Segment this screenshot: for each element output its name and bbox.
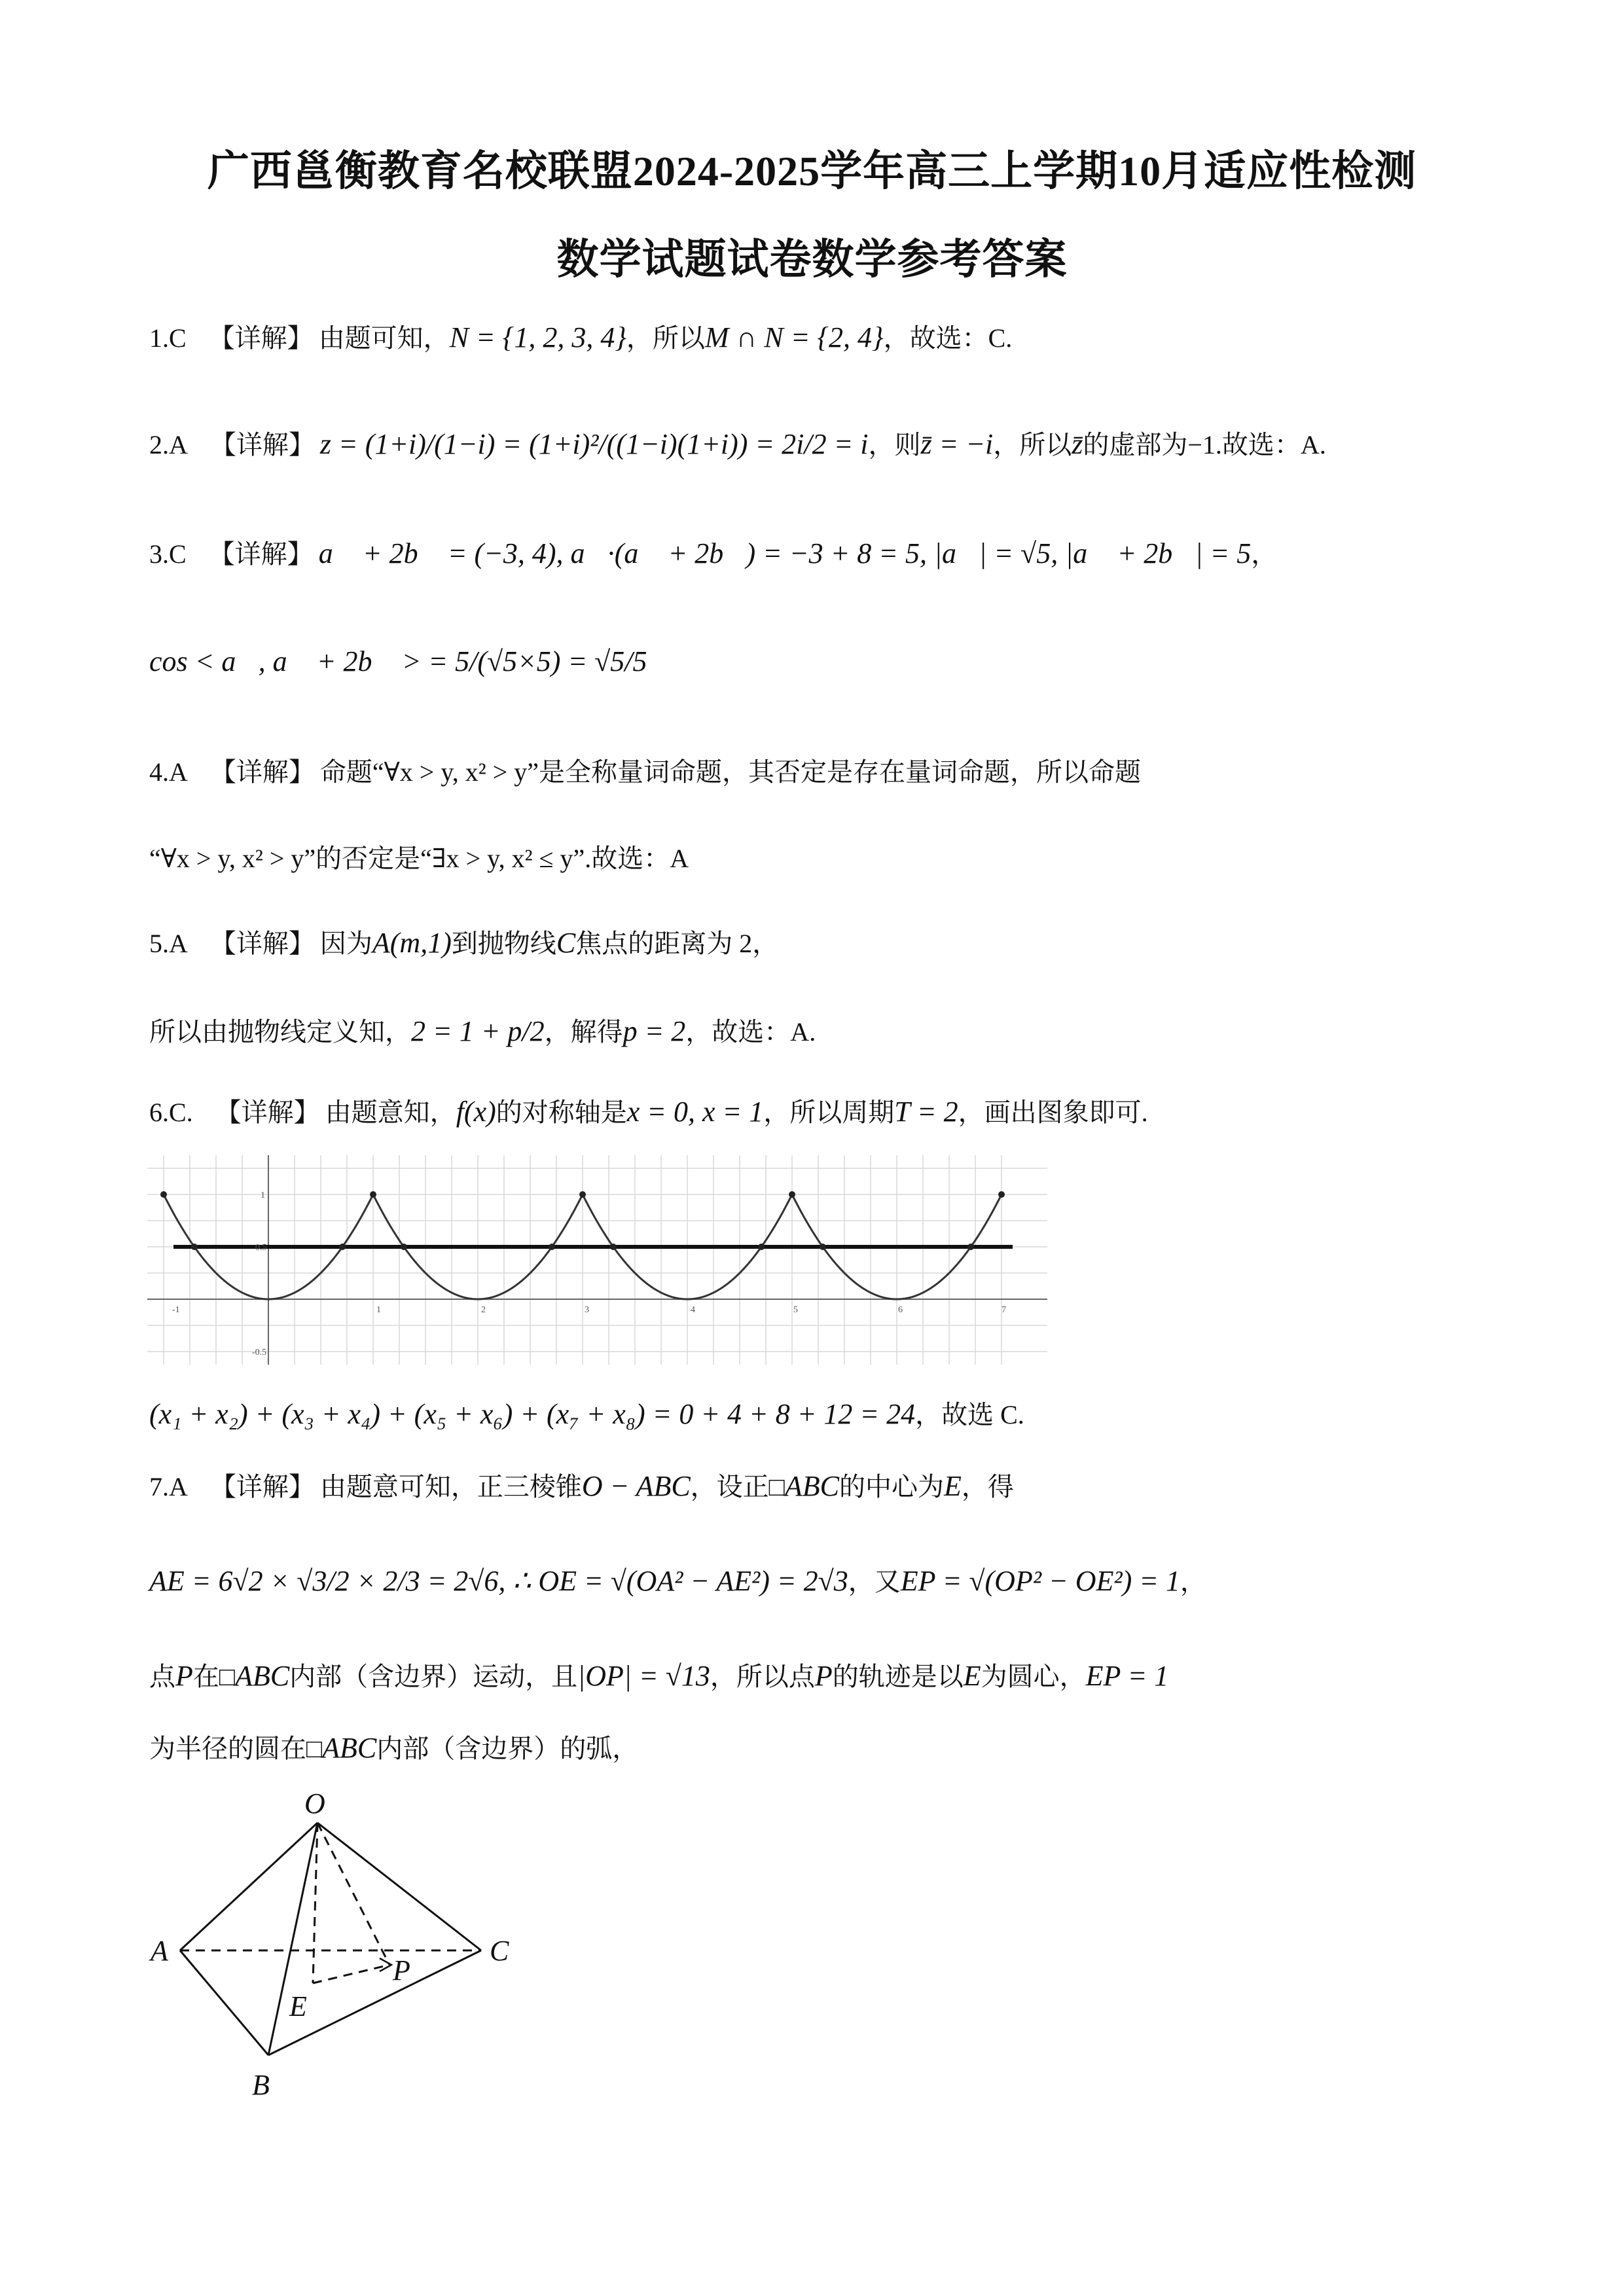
answer-text: 在□ xyxy=(192,1662,236,1691)
answer-text: 的对称轴是 xyxy=(496,1098,627,1127)
title-line-1: 广西邕衡教育名校联盟2024-2025学年高三上学期10月适应性检测 xyxy=(207,148,1417,194)
answer-2 xyxy=(149,424,1326,461)
y-tick-label: 1 xyxy=(261,1191,265,1200)
math-expr: z̄ = −i xyxy=(920,428,994,460)
answer-text: ，则 xyxy=(868,430,921,459)
math-expr: ABC xyxy=(784,1470,839,1502)
answer-text: ， xyxy=(1251,539,1278,569)
math-expr: a⃗ + 2b⃗ = (−3, 4), a⃗·(a⃗ + 2b⃗) = −3 + 8 = 5, |a⃗| = √5, |a⃗ + 2b⃗| = 5 xyxy=(318,537,1252,569)
answer-text: ，故选 C. xyxy=(915,1400,1024,1429)
math-expr: (x₁ + x₂) + (x₃ + x₄) + (x₅ + x₆) + (x₇ + x₈) = 0 + 4 + 8 + 12 = 24 xyxy=(149,1398,916,1430)
answer-number: 4.A xyxy=(149,757,188,787)
math-expr: x = 0, x = 1 xyxy=(626,1096,764,1128)
vertex-label-o: O xyxy=(304,1793,325,1820)
curve-point xyxy=(610,1244,617,1250)
curve-point xyxy=(789,1191,795,1198)
answer-text: 为圆心， xyxy=(981,1662,1086,1691)
answer-6-cont xyxy=(149,1394,1024,1431)
x-tick-label: 5 xyxy=(793,1305,798,1315)
curve-point xyxy=(549,1244,555,1250)
math-expr: E xyxy=(963,1660,981,1692)
answer-text: 内部（含边界）运动，且 xyxy=(289,1662,578,1691)
x-tick-label: 6 xyxy=(898,1305,903,1315)
answer-text: 的虚部为−1.故选：A. xyxy=(1083,430,1326,459)
answer-7 xyxy=(149,1466,1014,1503)
answer-7-cont-2 xyxy=(149,1656,1168,1693)
answer-3 xyxy=(149,533,1277,571)
answer-text: 命题“∀x > y, x² > y”是全称量词命题，其否定是存在量词命题，所以命题 xyxy=(319,757,1142,787)
math-expr: z = (1+i)/(1−i) = (1+i)²/((1−i)(1+i)) = 2i/2 = i xyxy=(319,428,869,460)
answer-text: 所以由抛物线定义知， xyxy=(149,1017,411,1047)
math-expr: ABC xyxy=(235,1660,290,1692)
x-tick-label: 1 xyxy=(376,1305,381,1315)
title-line-2: 数学试题试卷数学参考答案 xyxy=(556,236,1068,283)
vertex-label-b: B xyxy=(252,2069,270,2101)
point-label-p: P xyxy=(393,1954,410,1986)
math-expr: T = 2 xyxy=(894,1096,958,1128)
answer-text: 的轨迹是以 xyxy=(832,1662,964,1691)
answer-text: 为半径的圆在□ xyxy=(149,1734,323,1763)
answer-text: ，所以周期 xyxy=(763,1098,895,1127)
answer-text: ，设正□ xyxy=(690,1472,785,1501)
answer-number: 7.A xyxy=(149,1472,188,1501)
answer-text: ， xyxy=(1180,1567,1206,1596)
answer-7-cont-3 xyxy=(149,1728,638,1765)
curve-point xyxy=(370,1191,376,1198)
answer-text: ，得 xyxy=(961,1472,1014,1501)
math-expr: ABC xyxy=(322,1732,377,1764)
answer-text: ，画出图象即可. xyxy=(958,1098,1148,1127)
math-expr: AE = 6√2 × √3/2 × 2/3 = 2√6, ∴ OE = √(OA² − AE²) = 2√3 xyxy=(149,1565,848,1597)
y-tick-label: 0.5 xyxy=(255,1243,267,1253)
answer-4 xyxy=(149,751,1141,789)
math-expr: 2 = 1 + p/2 xyxy=(411,1015,545,1047)
math-expr: EP = √(OP² − OE²) = 1 xyxy=(900,1565,1180,1597)
vertex-label-c: C xyxy=(490,1935,509,1967)
curve-point xyxy=(820,1244,826,1250)
answer-text: 由题可知， xyxy=(318,323,450,353)
math-expr: EP = 1 xyxy=(1085,1660,1169,1692)
detail-tag: 【详解】 xyxy=(208,323,314,353)
answer-text: ，故选：A. xyxy=(685,1017,816,1047)
answer-3-cont xyxy=(149,645,647,678)
math-expr: z̄ xyxy=(1072,428,1083,460)
answer-text: ，故选：C. xyxy=(883,323,1013,353)
curve-point xyxy=(758,1244,765,1250)
detail-tag: 【详解】 xyxy=(209,929,315,958)
curve-point xyxy=(967,1244,974,1250)
answer-text: ，所以点 xyxy=(710,1662,815,1691)
math-expr: p = 2 xyxy=(623,1015,686,1047)
answer-text: 因为 xyxy=(319,929,372,958)
answer-text: ，所以 xyxy=(626,323,705,353)
curve-point xyxy=(339,1244,346,1250)
answer-text: 由题意知， xyxy=(325,1098,456,1127)
math-expr: P xyxy=(814,1660,833,1692)
math-expr: A(m,1) xyxy=(372,927,452,959)
answer-text: 内部（含边界）的弧， xyxy=(376,1734,639,1763)
x-tick-label: 7 xyxy=(1001,1305,1006,1315)
answer-text: ，解得 xyxy=(544,1017,623,1047)
answer-text: 点 xyxy=(149,1662,175,1691)
detail-tag: 【详解】 xyxy=(209,757,315,787)
answer-text: 的中心为 xyxy=(839,1472,944,1501)
answer-text: ，又 xyxy=(848,1567,901,1596)
math-expr: cos < a⃗, a⃗ + 2b⃗ > = 5/(√5×5) = √5/5 xyxy=(149,645,647,677)
answer-4-cont xyxy=(149,838,689,875)
math-expr: E xyxy=(943,1470,962,1502)
x-tick-label: 4 xyxy=(691,1305,695,1315)
point-label-e: E xyxy=(289,1990,307,2022)
answer-number: 3.C xyxy=(149,539,187,569)
answer-7-cont-1 xyxy=(149,1561,1206,1598)
detail-tag: 【详解】 xyxy=(215,1098,320,1127)
answer-text: ，所以 xyxy=(993,430,1072,459)
x-tick-label: -1 xyxy=(172,1305,180,1315)
answer-text: “∀x > y, x² > y”的否定是“∃x > y, x² ≤ y”.故选：A xyxy=(149,844,689,873)
curve-point xyxy=(160,1191,167,1198)
math-expr: O − ABC xyxy=(581,1470,691,1502)
curve-point xyxy=(579,1191,586,1198)
answer-5 xyxy=(149,923,778,960)
answer-text: 到抛物线 xyxy=(451,929,556,958)
answer-number: 5.A xyxy=(149,929,188,958)
answer-1 xyxy=(149,317,1012,355)
answer-number: 1.C xyxy=(149,323,187,353)
pyramid-diagram xyxy=(144,1793,537,2134)
answer-6 xyxy=(149,1092,1148,1129)
answer-text: 焦点的距离为 2， xyxy=(575,929,779,958)
detail-tag: 【详解】 xyxy=(209,1472,315,1501)
x-tick-label: 2 xyxy=(481,1305,486,1315)
answer-number: 2.A xyxy=(149,430,188,459)
curve-point xyxy=(191,1244,198,1250)
function-graph xyxy=(147,1155,1047,1365)
answer-5-cont xyxy=(149,1011,816,1049)
math-expr: P xyxy=(175,1660,193,1692)
curve-point xyxy=(998,1191,1005,1198)
math-expr: N = {1, 2, 3, 4} xyxy=(449,321,626,353)
math-expr: f(x) xyxy=(456,1096,496,1128)
x-tick-label: 3 xyxy=(585,1305,589,1315)
detail-tag: 【详解】 xyxy=(208,539,314,569)
math-expr: |OP| = √13 xyxy=(577,1660,710,1692)
y-tick-label: -0.5 xyxy=(252,1348,267,1357)
math-expr: C xyxy=(556,927,576,959)
detail-tag: 【详解】 xyxy=(209,430,315,459)
answer-number: 6.C. xyxy=(149,1098,193,1127)
curve-point xyxy=(401,1244,407,1250)
vertex-label-a: A xyxy=(151,1935,168,1967)
math-expr: M ∩ N = {2, 4} xyxy=(704,321,884,353)
answer-text: 由题意可知，正三棱锥 xyxy=(319,1472,582,1501)
